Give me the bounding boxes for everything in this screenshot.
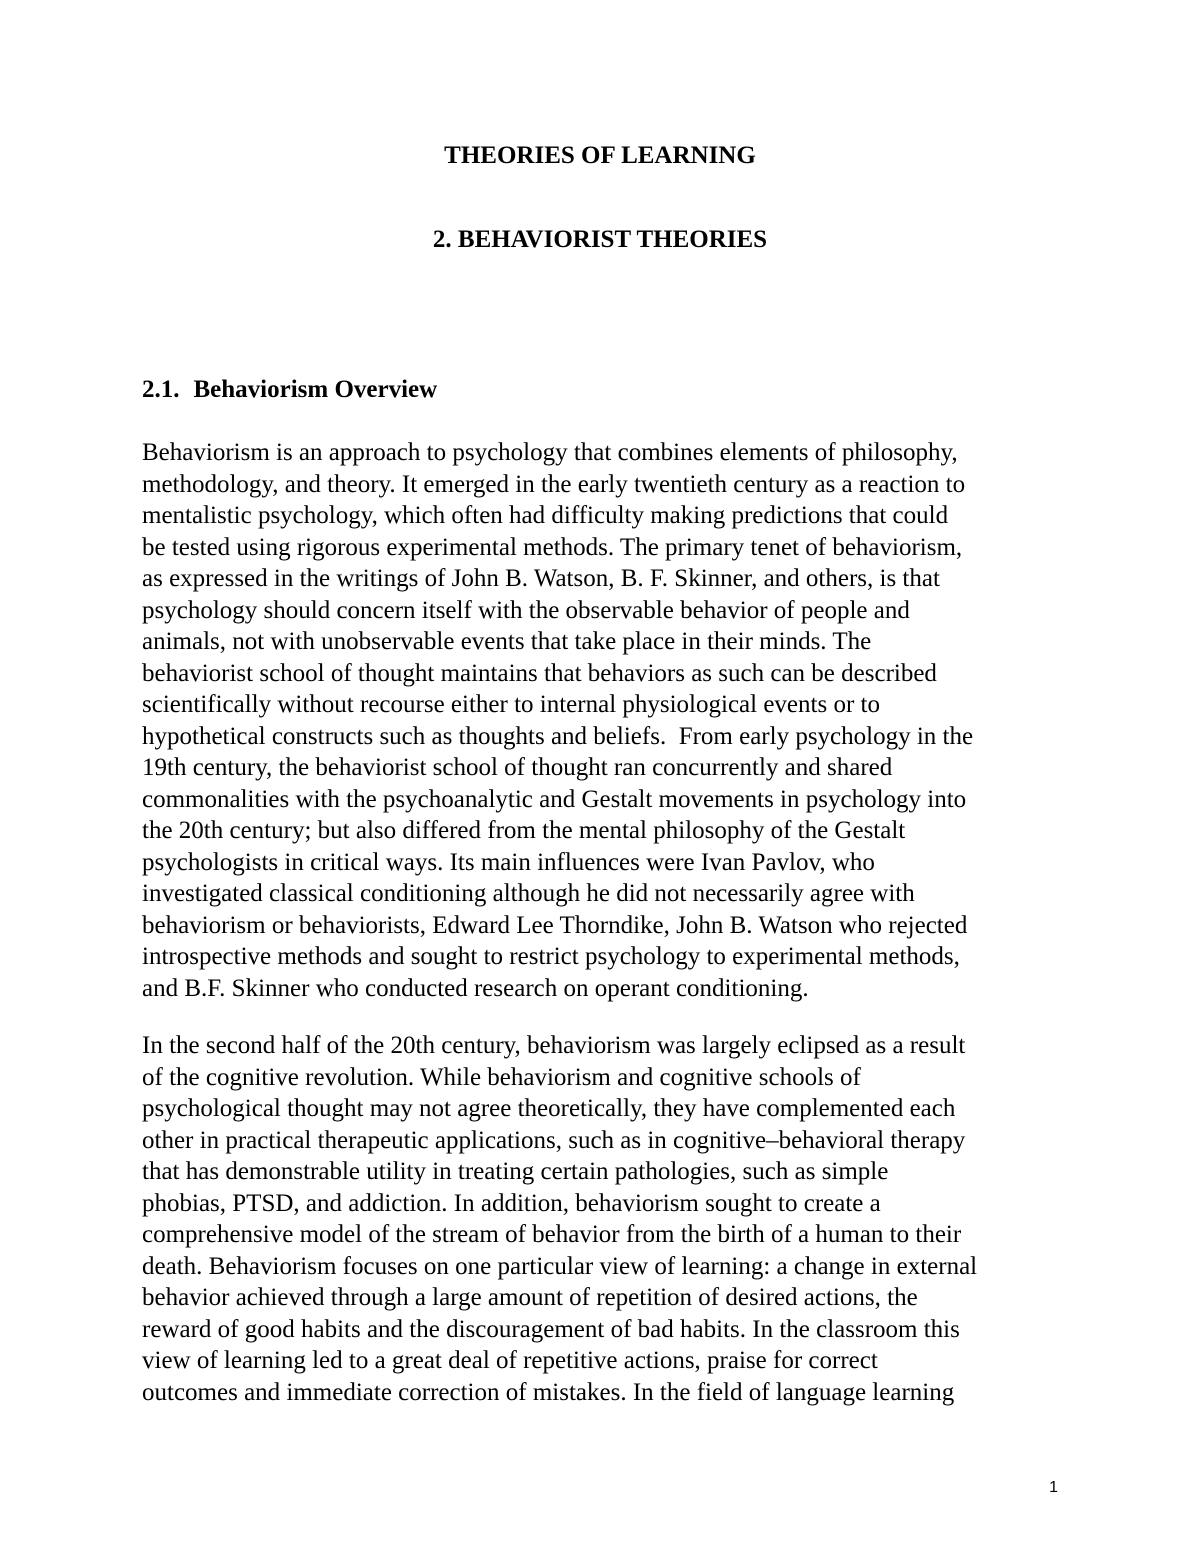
paragraph-line: other in practical therapeutic applications, such as in cognitive–behavioral therapy [142,1126,966,1154]
paragraph-line: In the second half of the 20th century, behaviorism was largely eclipsed as a result [142,1032,966,1059]
paragraph-2 [142,1030,1072,1408]
chapter-heading: 2. BEHAVIORIST THEORIES [432,226,768,253]
paragraph-line: behaviorism or behaviorists, Edward Lee Thorndike, John B. Watson who rejected [142,911,968,939]
paragraph-line: methodology, and theory. It emerged in the early twentieth century as a reaction to [142,470,966,498]
paragraph-line: as expressed in the writings of John B. Watson, B. F. Skinner, and others, is that [142,565,940,592]
paragraph-line: comprehensive model of the stream of behavior from the birth of a human to their [142,1221,962,1248]
paragraph-line: death. Behaviorism focuses on one particular view of learning: a change in external [142,1252,978,1280]
paragraph-line: investigated classical conditioning although he did not necessarily agree with [142,880,915,907]
section-number: 2.1. [142,376,180,403]
section-heading [142,374,437,406]
paragraph-line: scientifically without recourse either to internal physiological events or to [142,691,880,718]
paragraph-line: psychologists in critical ways. Its main influences were Ivan Pavlov, who [142,848,875,876]
paragraph-line: of the cognitive revolution. While behaviorism and cognitive schools of [142,1063,861,1091]
paragraph-line: Behaviorism is an approach to psychology that combines elements of philosophy, [142,439,958,466]
paragraph-line: the 20th century; but also differed from the mental philosophy of the Gestalt [142,817,906,844]
paragraph-line: and B.F. Skinner who conducted research on operant conditioning. [142,974,809,1002]
paragraph-line: mentalistic psychology, which often had difficulty making predictions that could [142,502,949,529]
paragraph-line: introspective methods and sought to restrict psychology to experimental methods, [142,943,960,970]
document-title: THEORIES OF LEARNING [444,142,756,169]
paragraph-line: commonalities with the psychoanalytic and Gestalt movements in psychology into [142,785,967,813]
paragraph-line: animals, not with unobservable events that take place in their minds. The [142,628,872,655]
paragraph-line: that has demonstrable utility in treating certain pathologies, such as simple [142,1158,889,1185]
paragraph-line: behavior achieved through a large amount of repetition of desired actions, the [142,1284,918,1311]
paragraph-line: outcomes and immediate correction of mistakes. In the field of language learning [142,1378,955,1406]
paragraph-line: reward of good habits and the discouragement of bad habits. In the classroom this [142,1315,960,1343]
paragraph-line: be tested using rigorous experimental methods. The primary tenet of behaviorism, [142,533,963,561]
paragraph-line: view of learning led to a great deal of repetitive actions, praise for correct [142,1347,878,1374]
paragraph-line: phobias, PTSD, and addiction. In addition, behaviorism sought to create a [142,1189,881,1217]
paragraph-1 [142,437,1072,1004]
paragraph-line: 19th century, the behaviorist school of thought ran concurrently and shared [142,754,893,781]
paragraph-line: psychological thought may not agree theoretically, they have complemented each [142,1095,956,1122]
paragraph-line: behaviorist school of thought maintains that behaviors as such can be described [142,659,937,687]
paragraph-line: psychology should concern itself with the observable behavior of people and [142,596,910,624]
page-number: 1 [1049,1479,1058,1496]
paragraph-line: hypothetical constructs such as thoughts and beliefs. From early psychology in the [142,722,974,750]
section-title: Behaviorism Overview [193,376,438,403]
